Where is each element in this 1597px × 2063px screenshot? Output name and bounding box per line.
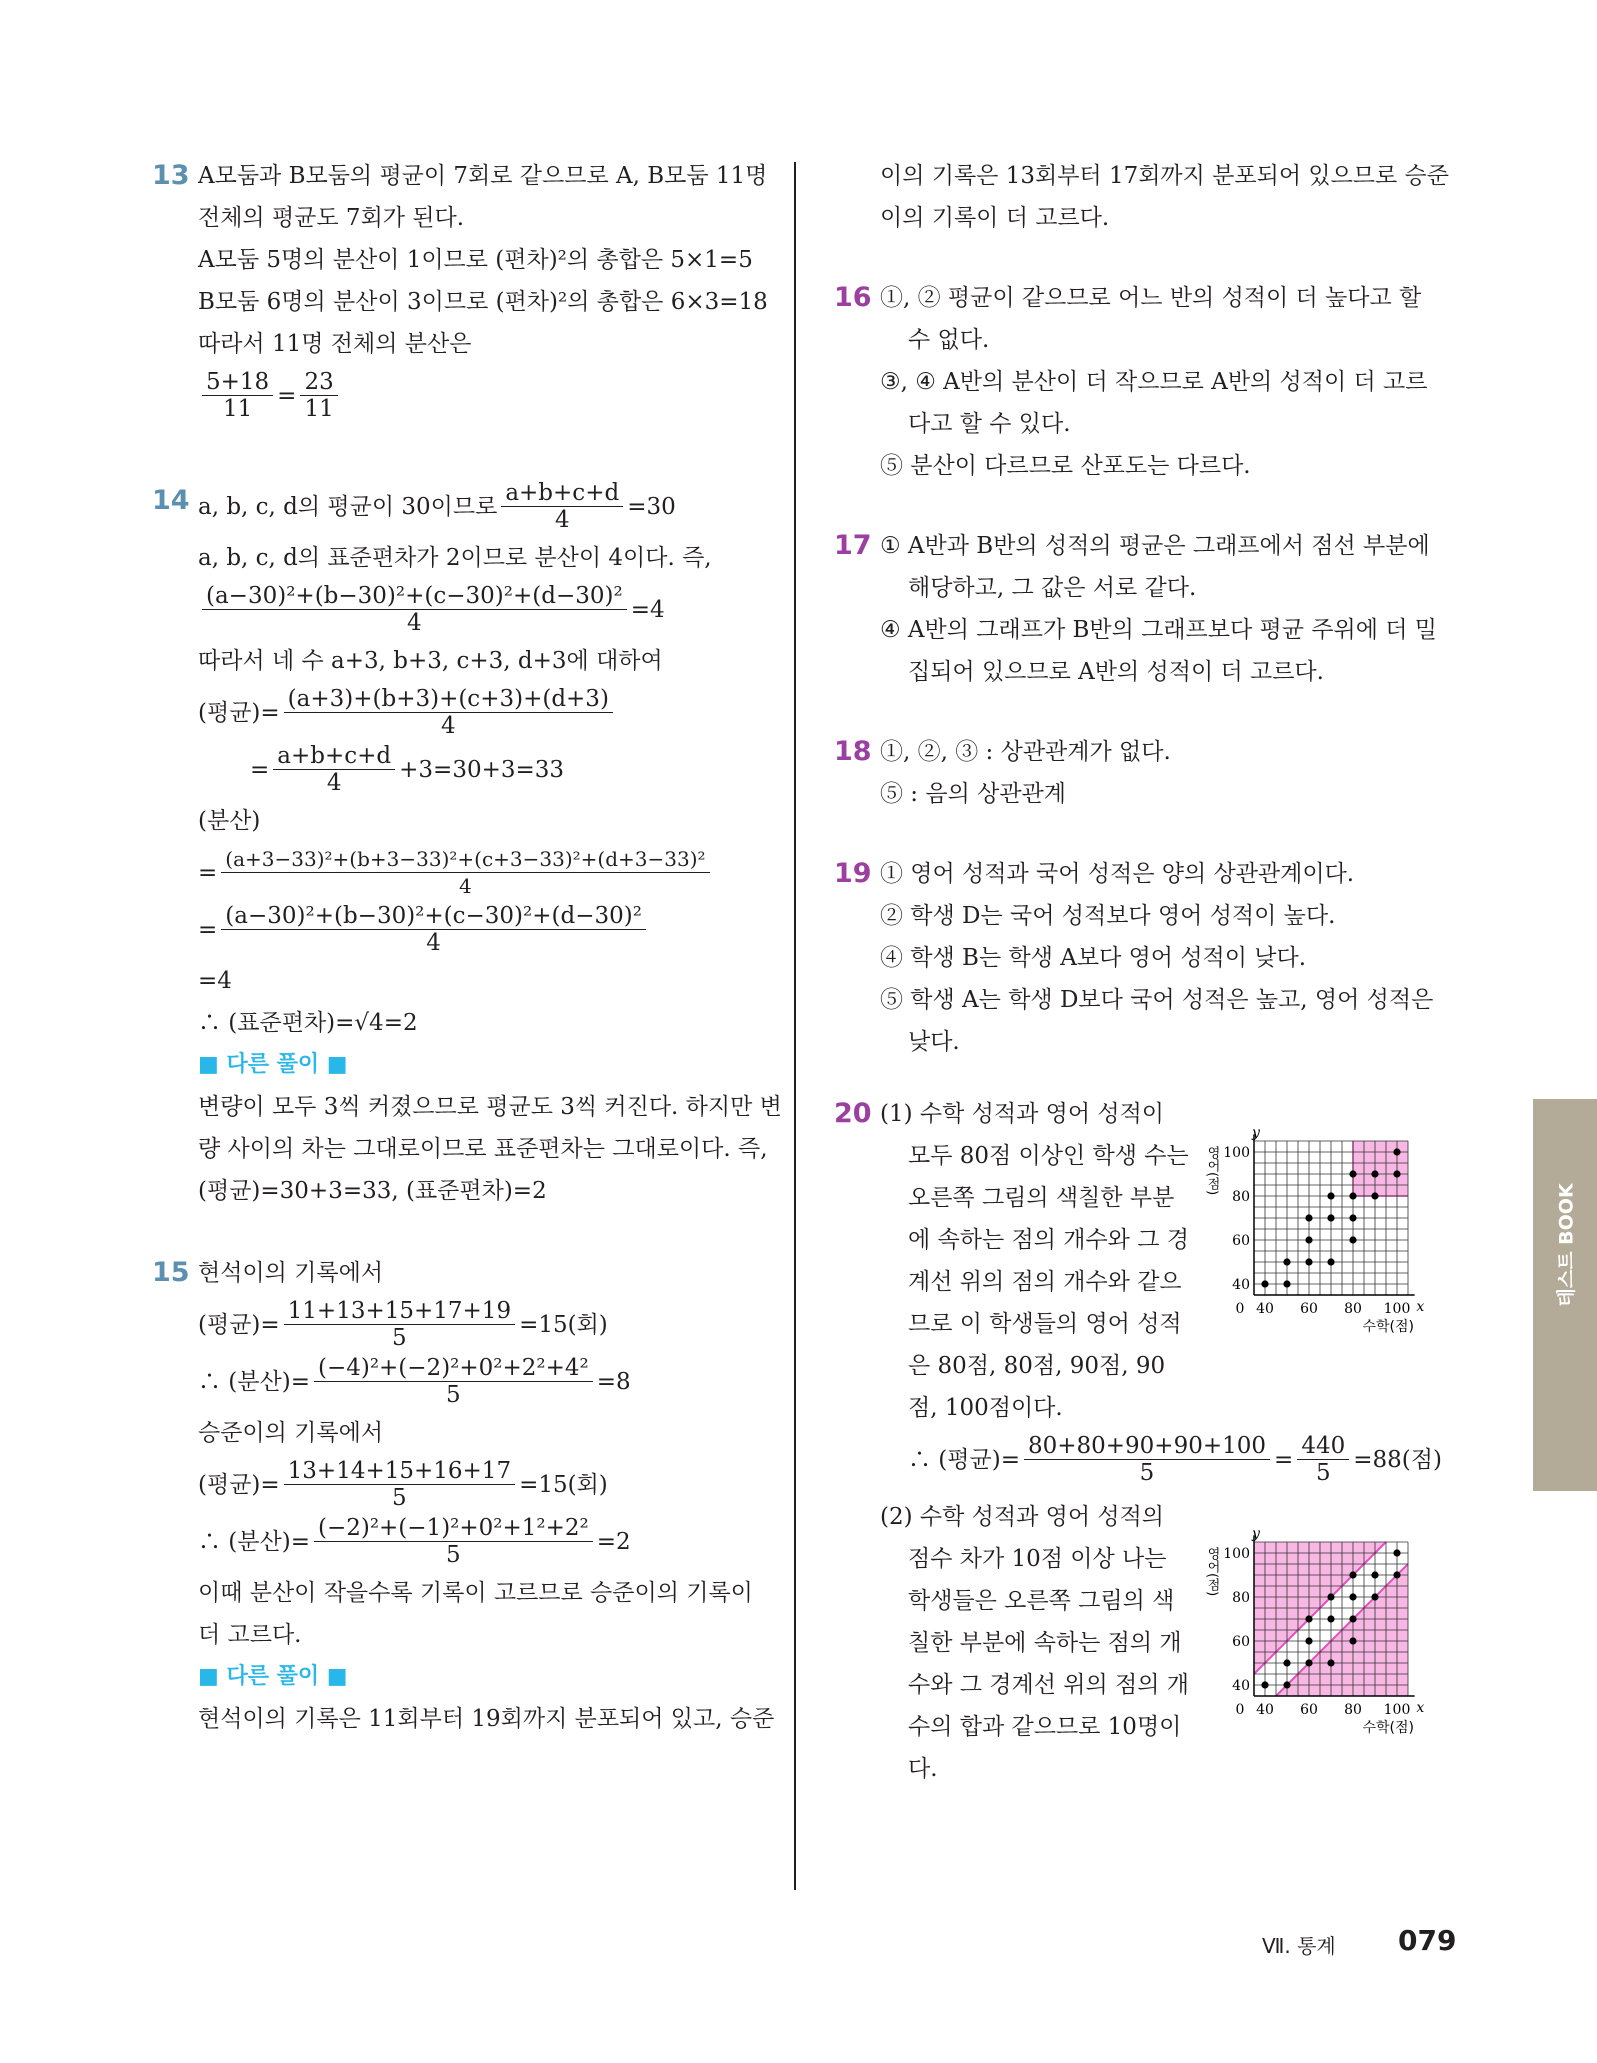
fraction: $\frac{\text{(−4)²+(−2)²+0²+2²+4²}}{5}$ bbox=[314, 1355, 593, 1408]
formula-line: $\frac{\text{(a−30)²+(b−30)²+(c−30)²+(d−30)²}}{4}$ =4 bbox=[198, 583, 772, 636]
data-point bbox=[1305, 1615, 1312, 1622]
text-line: B모둠 6명의 분산이 3이므로 (편차)²의 총합은 6×3=18 bbox=[198, 289, 768, 315]
column-divider bbox=[794, 162, 796, 1890]
problem-15-continued bbox=[834, 155, 1449, 239]
x-tick-label: 80 bbox=[1344, 1702, 1362, 1718]
alt-solution-heading: ■ 다른 풀이 ■ bbox=[198, 1052, 348, 1077]
fraction: $\frac{\text{(a−30)²+(b−30)²+(c−30)²+(d−30)²}}{4}$ bbox=[202, 583, 627, 636]
text-line: 따라서 네 수 a+3, b+3, c+3, d+3에 대하여 bbox=[198, 648, 663, 674]
scatter-graph-2 bbox=[1206, 1496, 1446, 1750]
problem-number: 18 bbox=[834, 736, 872, 767]
text-line: ③, ④ A반의 분산이 더 작으므로 A반의 성적이 더 고르다고 할 수 있다. bbox=[880, 369, 1428, 437]
fraction: $\frac{\text{(a+3−33)²+(b+3−33)²+(c+3−33)²+(d+3−33)²}}{4}$ bbox=[221, 846, 709, 899]
text-line: A모둠 5명의 분산이 1이므로 (편차)²의 총합은 5×1=5 bbox=[198, 247, 753, 273]
fraction: $\frac{a+b+c+d}{4}$ bbox=[501, 480, 623, 533]
data-point bbox=[1305, 1637, 1312, 1644]
x-axis-label: 수학(점) bbox=[1362, 1319, 1414, 1335]
text-line: 이때 분산이 작을수록 기록이 고르므로 승준이의 기록이 bbox=[198, 1580, 753, 1606]
text-line: 전체의 평균도 7회가 된다. bbox=[198, 205, 465, 231]
fraction: $\frac{(a+3)+(b+3)+(c+3)+(d+3)}{4}$ bbox=[284, 686, 613, 739]
origin-label: 0 bbox=[1235, 1301, 1245, 1317]
text-line: 더 고르다. bbox=[198, 1622, 302, 1648]
x-axis-label: 수학(점) bbox=[1362, 1720, 1414, 1736]
y-axis-label: 영어(점) bbox=[1206, 1146, 1220, 1196]
fraction: $\frac{13+14+15+16+17}{5}$ bbox=[284, 1458, 515, 1511]
y-tick-label: 60 bbox=[1232, 1634, 1250, 1650]
formula-line: (평균)= $\frac{13+14+15+16+17}{5}$ =15(회) bbox=[198, 1458, 608, 1511]
text-line: ⑤ 학생 A는 학생 D보다 국어 성적은 높고, 영어 성적은 낮다. bbox=[880, 987, 1434, 1055]
text-line: ①, ②, ③ : 상관관계가 없다. bbox=[880, 739, 1171, 765]
alt-solution-heading: ■ 다른 풀이 ■ bbox=[198, 1664, 348, 1689]
data-point bbox=[1393, 1170, 1400, 1177]
data-point bbox=[1349, 1615, 1356, 1622]
data-point bbox=[1283, 1280, 1290, 1287]
problem-number: 14 bbox=[152, 485, 190, 516]
text-line: 변량이 모두 3씩 커졌으므로 평균도 3씩 커진다. 하지만 변 bbox=[198, 1094, 782, 1120]
text-line: ② 학생 D는 국어 성적보다 영어 성적이 높다. bbox=[880, 903, 1336, 929]
text-line: =4 bbox=[198, 968, 232, 994]
data-point bbox=[1349, 1192, 1356, 1199]
data-point bbox=[1305, 1214, 1312, 1221]
formula-line: ∴ (평균)= $\frac{80+80+90+90+100}{5}$ = $\frac{440}{5}$ =88(점) bbox=[908, 1433, 1442, 1486]
data-point bbox=[1371, 1170, 1378, 1177]
data-point bbox=[1349, 1571, 1356, 1578]
formula-line: ∴ (분산)= $\frac{\text{(−4)²+(−2)²+0²+2²+4²}}{5}$ =8 bbox=[198, 1355, 631, 1408]
problem-15 bbox=[152, 1252, 775, 1740]
y-tick-label: 100 bbox=[1223, 1546, 1250, 1562]
fraction: $\frac{23}{11}$ bbox=[300, 369, 337, 422]
problem-13 bbox=[152, 155, 772, 422]
data-point bbox=[1327, 1214, 1334, 1221]
text-line: ①, ② 평균이 같으므로 어느 반의 성적이 더 높다고 할 수 없다. bbox=[880, 285, 1422, 353]
data-point bbox=[1371, 1593, 1378, 1600]
problem-17 bbox=[834, 525, 1446, 693]
formula-line: ∴ (분산)= $\frac{\text{(−2)²+(−1)²+0²+1²+2²}}{5}$ =2 bbox=[198, 1515, 631, 1568]
problem-number: 20 bbox=[834, 1098, 872, 1129]
text-line: (2) 수학 성적과 영어 성적의 점수 차가 10점 이상 나는 학생들은 오른쪽 그림의 색칠한 부분에 속하는 점의 개수와 그 경계선 위의 점의 개수의 합과 같으므로 10명이다. bbox=[880, 1504, 1189, 1782]
formula-line: a, b, c, d의 평균이 30이므로 $\frac{a+b+c+d}{4}$ =30 bbox=[198, 480, 676, 533]
text-line: ⑤ : 음의 상관관계 bbox=[880, 781, 1066, 807]
data-point bbox=[1283, 1258, 1290, 1265]
y-tick-label: 80 bbox=[1232, 1189, 1250, 1205]
scatter-plot bbox=[1206, 1095, 1446, 1335]
origin-label: 0 bbox=[1235, 1702, 1245, 1718]
y-tick-label: 80 bbox=[1232, 1590, 1250, 1606]
data-point bbox=[1283, 1681, 1290, 1688]
text-line: 이의 기록은 13회부터 17회까지 분포되어 있으므로 승준 bbox=[880, 163, 1449, 189]
formula-line: (평균)= $\frac{11+13+15+17+19}{5}$ =15(회) bbox=[198, 1298, 608, 1351]
data-point bbox=[1349, 1236, 1356, 1243]
text-line: ∴ (표준편차)=√4=2 bbox=[198, 1010, 418, 1036]
page-number: 079 bbox=[1398, 1924, 1457, 1957]
chapter-label: Ⅶ. 통계 bbox=[1262, 1934, 1336, 1958]
y-tick-label: 40 bbox=[1232, 1678, 1250, 1694]
text-line: 이의 기록이 더 고르다. bbox=[880, 205, 1110, 231]
text-line: ④ A반의 그래프가 B반의 그래프보다 평균 주위에 더 밀집되어 있으므로 A반의 성적이 더 고르다. bbox=[880, 617, 1437, 685]
data-point bbox=[1349, 1214, 1356, 1221]
right-column bbox=[834, 155, 1449, 1790]
left-column bbox=[152, 155, 782, 1740]
x-tick-label: 60 bbox=[1300, 1702, 1318, 1718]
data-point bbox=[1371, 1192, 1378, 1199]
text-line: ⑤ 분산이 다르므로 산포도는 다르다. bbox=[880, 453, 1251, 479]
formula-line: $\frac{5+18}{11}$ = $\frac{23}{11}$ bbox=[198, 369, 772, 422]
data-point bbox=[1327, 1659, 1334, 1666]
data-point bbox=[1393, 1549, 1400, 1556]
formula-line: (평균)= $\frac{(a+3)+(b+3)+(c+3)+(d+3)}{4}$ bbox=[198, 686, 772, 739]
formula-line: = $\frac{a+b+c+d}{4}$ +3=30+3=33 bbox=[250, 743, 565, 796]
formula-line: = $\frac{\text{(a+3−33)²+(b+3−33)²+(c+3−33)²+(d+3−33)²}}{4}$ bbox=[198, 846, 772, 899]
problem-14 bbox=[152, 480, 782, 1212]
data-point bbox=[1305, 1258, 1312, 1265]
x-tick-label: 100 bbox=[1383, 1702, 1411, 1718]
text-line: (1) 수학 성적과 영어 성적이 모두 80점 이상인 학생 수는 오른쪽 그림의 색칠한 부분에 속하는 점의 개수와 그 경계선 위의 점의 개수와 같으므로 이 학생들의 영어 성적은 80점, 80점, 90점, 90점, 100점이다. bbox=[880, 1101, 1189, 1421]
text-line: A모둠과 B모둠의 평균이 7회로 같으므로 A, B모둠 11명 bbox=[198, 163, 768, 189]
data-point bbox=[1393, 1148, 1400, 1155]
data-point bbox=[1349, 1593, 1356, 1600]
data-point bbox=[1283, 1659, 1290, 1666]
data-point bbox=[1327, 1593, 1334, 1600]
text-line: (평균)=30+3=33, (표준편차)=2 bbox=[198, 1178, 547, 1204]
data-point bbox=[1327, 1192, 1334, 1199]
fraction: $\frac{440}{5}$ bbox=[1297, 1433, 1349, 1486]
text-line: 승준이의 기록에서 bbox=[198, 1420, 384, 1446]
data-point bbox=[1261, 1280, 1268, 1287]
data-point bbox=[1327, 1615, 1334, 1622]
side-tab bbox=[1533, 1099, 1597, 1491]
text-line: 따라서 11명 전체의 분산은 bbox=[198, 331, 472, 357]
formula-line: = $\frac{\text{(a−30)²+(b−30)²+(c−30)²+(d−30)²}}{4}$ bbox=[198, 903, 772, 956]
x-axis-name: x bbox=[1416, 1700, 1425, 1716]
data-point bbox=[1327, 1258, 1334, 1265]
problem-number: 15 bbox=[152, 1257, 190, 1288]
problem-19 bbox=[834, 853, 1446, 1063]
y-axis-label: 영어(점) bbox=[1206, 1547, 1220, 1597]
x-tick-label: 60 bbox=[1300, 1301, 1318, 1317]
text-line: ④ 학생 B는 학생 A보다 영어 성적이 낮다. bbox=[880, 945, 1307, 971]
x-tick-label: 40 bbox=[1256, 1702, 1274, 1718]
fraction: $\frac{5+18}{11}$ bbox=[202, 369, 273, 422]
x-tick-label: 100 bbox=[1383, 1301, 1411, 1317]
problem-number: 13 bbox=[152, 160, 190, 191]
text-line: ① A반과 B반의 성적의 평균은 그래프에서 점선 부분에 해당하고, 그 값은 서로 같다. bbox=[880, 533, 1430, 601]
y-axis-name: y bbox=[1252, 1124, 1260, 1141]
y-axis-name: y bbox=[1252, 1525, 1260, 1542]
scatter-graph-1 bbox=[1206, 1095, 1446, 1349]
problem-number: 16 bbox=[834, 282, 872, 313]
problem-18 bbox=[834, 731, 1446, 815]
fraction: $\frac{80+80+90+90+100}{5}$ bbox=[1024, 1433, 1270, 1486]
problem-16 bbox=[834, 277, 1446, 487]
text-line: a, b, c, d의 표준편차가 2이므로 분산이 4이다. 즉, bbox=[198, 545, 712, 571]
fraction: $\frac{\text{(−2)²+(−1)²+0²+1²+2²}}{5}$ bbox=[314, 1515, 593, 1568]
data-point bbox=[1261, 1681, 1268, 1688]
x-tick-label: 80 bbox=[1344, 1301, 1362, 1317]
text-line: 현석이의 기록은 11회부터 19회까지 분포되어 있고, 승준 bbox=[198, 1706, 775, 1732]
text-line: 현석이의 기록에서 bbox=[198, 1260, 384, 1286]
data-point bbox=[1349, 1637, 1356, 1644]
data-point bbox=[1349, 1170, 1356, 1177]
shaded-region bbox=[1353, 1141, 1408, 1196]
data-point bbox=[1371, 1571, 1378, 1578]
fraction: $\frac{\text{(a−30)²+(b−30)²+(c−30)²+(d−30)²}}{4}$ bbox=[221, 903, 646, 956]
problem-number: 17 bbox=[834, 530, 872, 561]
side-tab-label: 테스트 BOOK bbox=[1555, 1183, 1578, 1307]
y-tick-label: 40 bbox=[1232, 1277, 1250, 1293]
x-tick-label: 40 bbox=[1256, 1301, 1274, 1317]
data-point bbox=[1305, 1236, 1312, 1243]
y-tick-label: 60 bbox=[1232, 1233, 1250, 1249]
problem-20 bbox=[834, 1093, 1446, 1790]
problem-number: 19 bbox=[834, 858, 872, 889]
scatter-plot bbox=[1206, 1496, 1446, 1736]
data-point bbox=[1393, 1571, 1400, 1578]
x-axis-name: x bbox=[1416, 1299, 1425, 1315]
data-point bbox=[1305, 1659, 1312, 1666]
fraction: $\frac{11+13+15+17+19}{5}$ bbox=[284, 1298, 515, 1351]
fraction: $\frac{a+b+c+d}{4}$ bbox=[273, 743, 395, 796]
y-tick-label: 100 bbox=[1223, 1145, 1250, 1161]
text-line: (분산) bbox=[198, 808, 261, 834]
text-line: ① 영어 성적과 국어 성적은 양의 상관관계이다. bbox=[880, 861, 1355, 887]
text-line: 량 사이의 차는 그대로이므로 표준편차는 그대로이다. 즉, bbox=[198, 1136, 768, 1162]
